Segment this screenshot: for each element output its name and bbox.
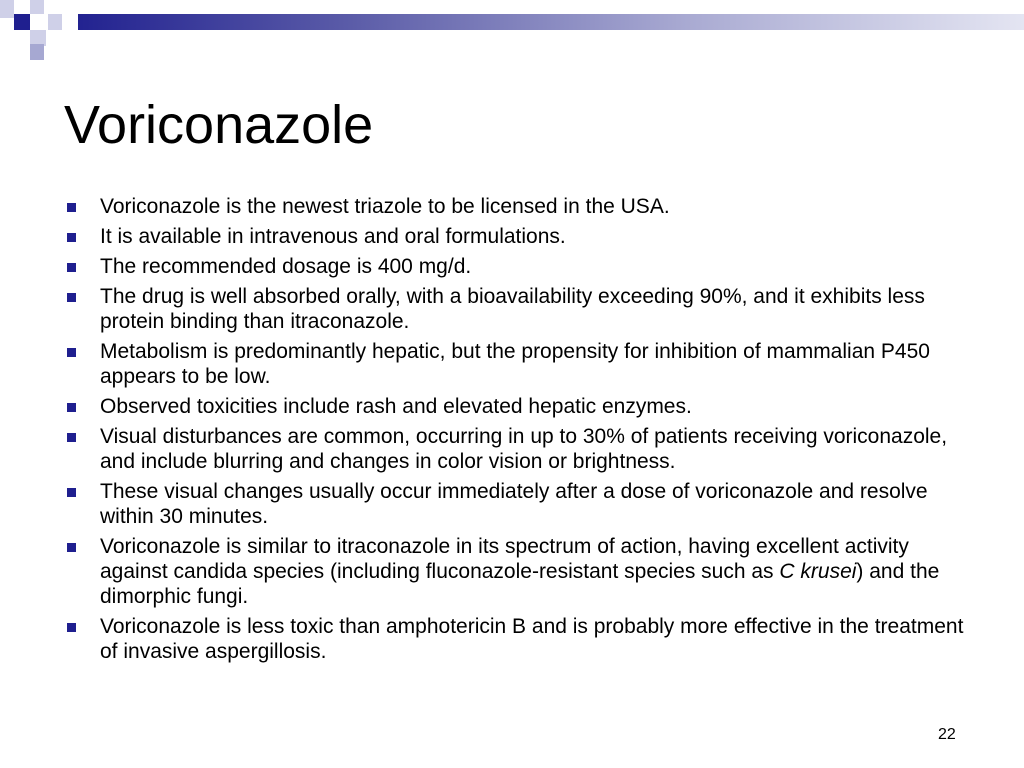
- bullet-text: It is available in intravenous and oral formulations.: [100, 225, 566, 248]
- bullet-item: [64, 394, 974, 419]
- square-bullet-icon: [67, 623, 76, 632]
- bullet-item: [64, 194, 974, 219]
- decor-square: [30, 44, 44, 60]
- bullet-text-segment: Voriconazole is similar to itraconazole in its spectrum of action, having excellent activity against candida species (including fluconazole-resistant species such as: [100, 535, 909, 583]
- bullet-item: [64, 424, 974, 474]
- bullet-item: [64, 339, 974, 389]
- page-number: 22: [938, 726, 956, 743]
- decor-square: [0, 0, 14, 18]
- bullet-text-segment: ) and the dimorphic fungi.: [100, 560, 940, 608]
- bullet-text: Observed toxicities include rash and elevated hepatic enzymes.: [100, 395, 692, 418]
- bullet-text: Metabolism is predominantly hepatic, but the propensity for inhibition of mammalian P450 appears to be low.: [100, 340, 930, 388]
- bullet-item: [64, 224, 974, 249]
- square-bullet-icon: [67, 293, 76, 302]
- square-bullet-icon: [67, 488, 76, 497]
- header-gradient-band: [62, 14, 1024, 30]
- square-bullet-icon: [67, 263, 76, 272]
- bullet-text: The recommended dosage is 400 mg/d.: [100, 255, 472, 278]
- bullet-item: [64, 479, 974, 529]
- bullet-item: [64, 614, 974, 664]
- bullet-item: [64, 284, 974, 334]
- square-bullet-icon: [67, 233, 76, 242]
- decor-square: [62, 14, 78, 30]
- bullet-text: Visual disturbances are common, occurring in up to 30% of patients receiving voriconazole, and include blurring and changes in color vision or brightness.: [100, 425, 948, 473]
- square-bullet-icon: [67, 348, 76, 357]
- bullet-text: [100, 535, 939, 608]
- square-bullet-icon: [67, 403, 76, 412]
- bullet-item: [64, 534, 974, 609]
- square-bullet-icon: [67, 543, 76, 552]
- bullet-text: Voriconazole is the newest triazole to be licensed in the USA.: [100, 195, 670, 218]
- decor-square: [14, 14, 30, 30]
- decor-square: [0, 30, 14, 46]
- bullet-list: [64, 194, 974, 669]
- bullet-text: Voriconazole is less toxic than amphotericin B and is probably more effective in the treatment of invasive aspergillosis.: [100, 615, 964, 663]
- decor-square: [30, 0, 44, 14]
- bullet-text: These visual changes usually occur immediately after a dose of voriconazole and resolve within 30 minutes.: [100, 480, 928, 528]
- decor-square: [14, 30, 30, 46]
- slide-title: Voriconazole: [64, 95, 374, 155]
- bullet-text: The drug is well absorbed orally, with a bioavailability exceeding 90%, and it exhibits less protein binding than itraconazole.: [100, 285, 925, 333]
- species-name-italic: C krusei: [779, 560, 857, 583]
- square-bullet-icon: [67, 203, 76, 212]
- square-bullet-icon: [67, 433, 76, 442]
- bullet-item: [64, 254, 974, 279]
